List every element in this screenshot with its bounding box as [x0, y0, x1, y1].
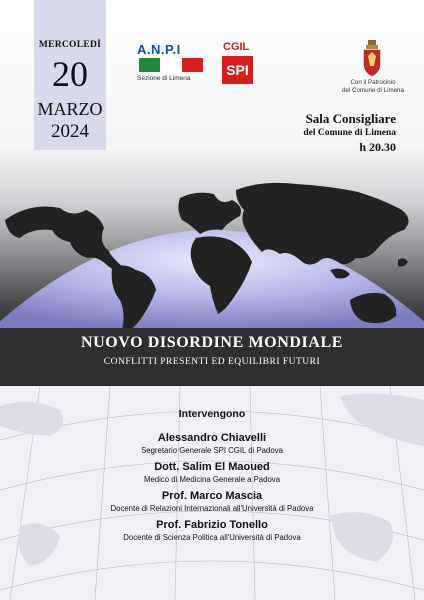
anpi-section: Sezione di Limena	[137, 75, 191, 82]
date-day: 20	[52, 54, 88, 94]
speaker-item	[0, 519, 424, 542]
patrocinio-line2: del Comune di Limena	[342, 86, 404, 94]
speaker-item	[0, 461, 424, 484]
speaker-name: Alessandro Chiavelli	[157, 432, 267, 444]
speaker-item	[0, 490, 424, 513]
speaker-role: Medico di Medicina Generale a Padova	[143, 475, 281, 484]
anpi-logo: A.N.P.I	[137, 42, 181, 57]
speaker-name: Prof. Marco Mascia	[161, 490, 263, 502]
speakers-heading: Intervengono	[178, 408, 246, 420]
cgil-logo: CGIL	[223, 41, 250, 53]
date-month: MARZO	[37, 99, 103, 119]
speaker-role: Docente di Scienza Politica all'Università di Padova	[123, 533, 301, 542]
venue-place: del Comune di Limena	[303, 128, 396, 138]
speakers-section	[0, 408, 424, 542]
spi-logo: SPI	[222, 56, 253, 84]
comune-crest-icon	[362, 40, 382, 78]
speaker-role: Segretario Generale SPI CGIL di Padova	[141, 446, 283, 455]
patrocinio-text	[334, 79, 412, 94]
date-weekday: MERCOLEDÌ	[38, 40, 102, 50]
anpi-flag-icon	[139, 58, 203, 72]
globe-illustration	[0, 150, 424, 330]
speaker-role: Docente di Relazioni Internazionali all'Università di Padova	[110, 504, 314, 513]
event-title: NUOVO DISORDINE MONDIALE	[80, 334, 344, 351]
speaker-name: Prof. Fabrizio Tonello	[156, 519, 268, 531]
speaker-item	[0, 432, 424, 455]
date-year: 2024	[51, 121, 89, 142]
venue-block	[303, 111, 396, 155]
event-subtitle: CONFLITTI PRESENTI ED EQUILIBRI FUTURI	[103, 357, 321, 367]
event-time: h 20.30	[359, 140, 396, 154]
patrocinio-line1: Con il Patrocinio	[350, 79, 396, 86]
speaker-name: Dott. Salim El Maoued	[154, 461, 270, 473]
venue-name: Sala Consigliare	[305, 111, 396, 126]
